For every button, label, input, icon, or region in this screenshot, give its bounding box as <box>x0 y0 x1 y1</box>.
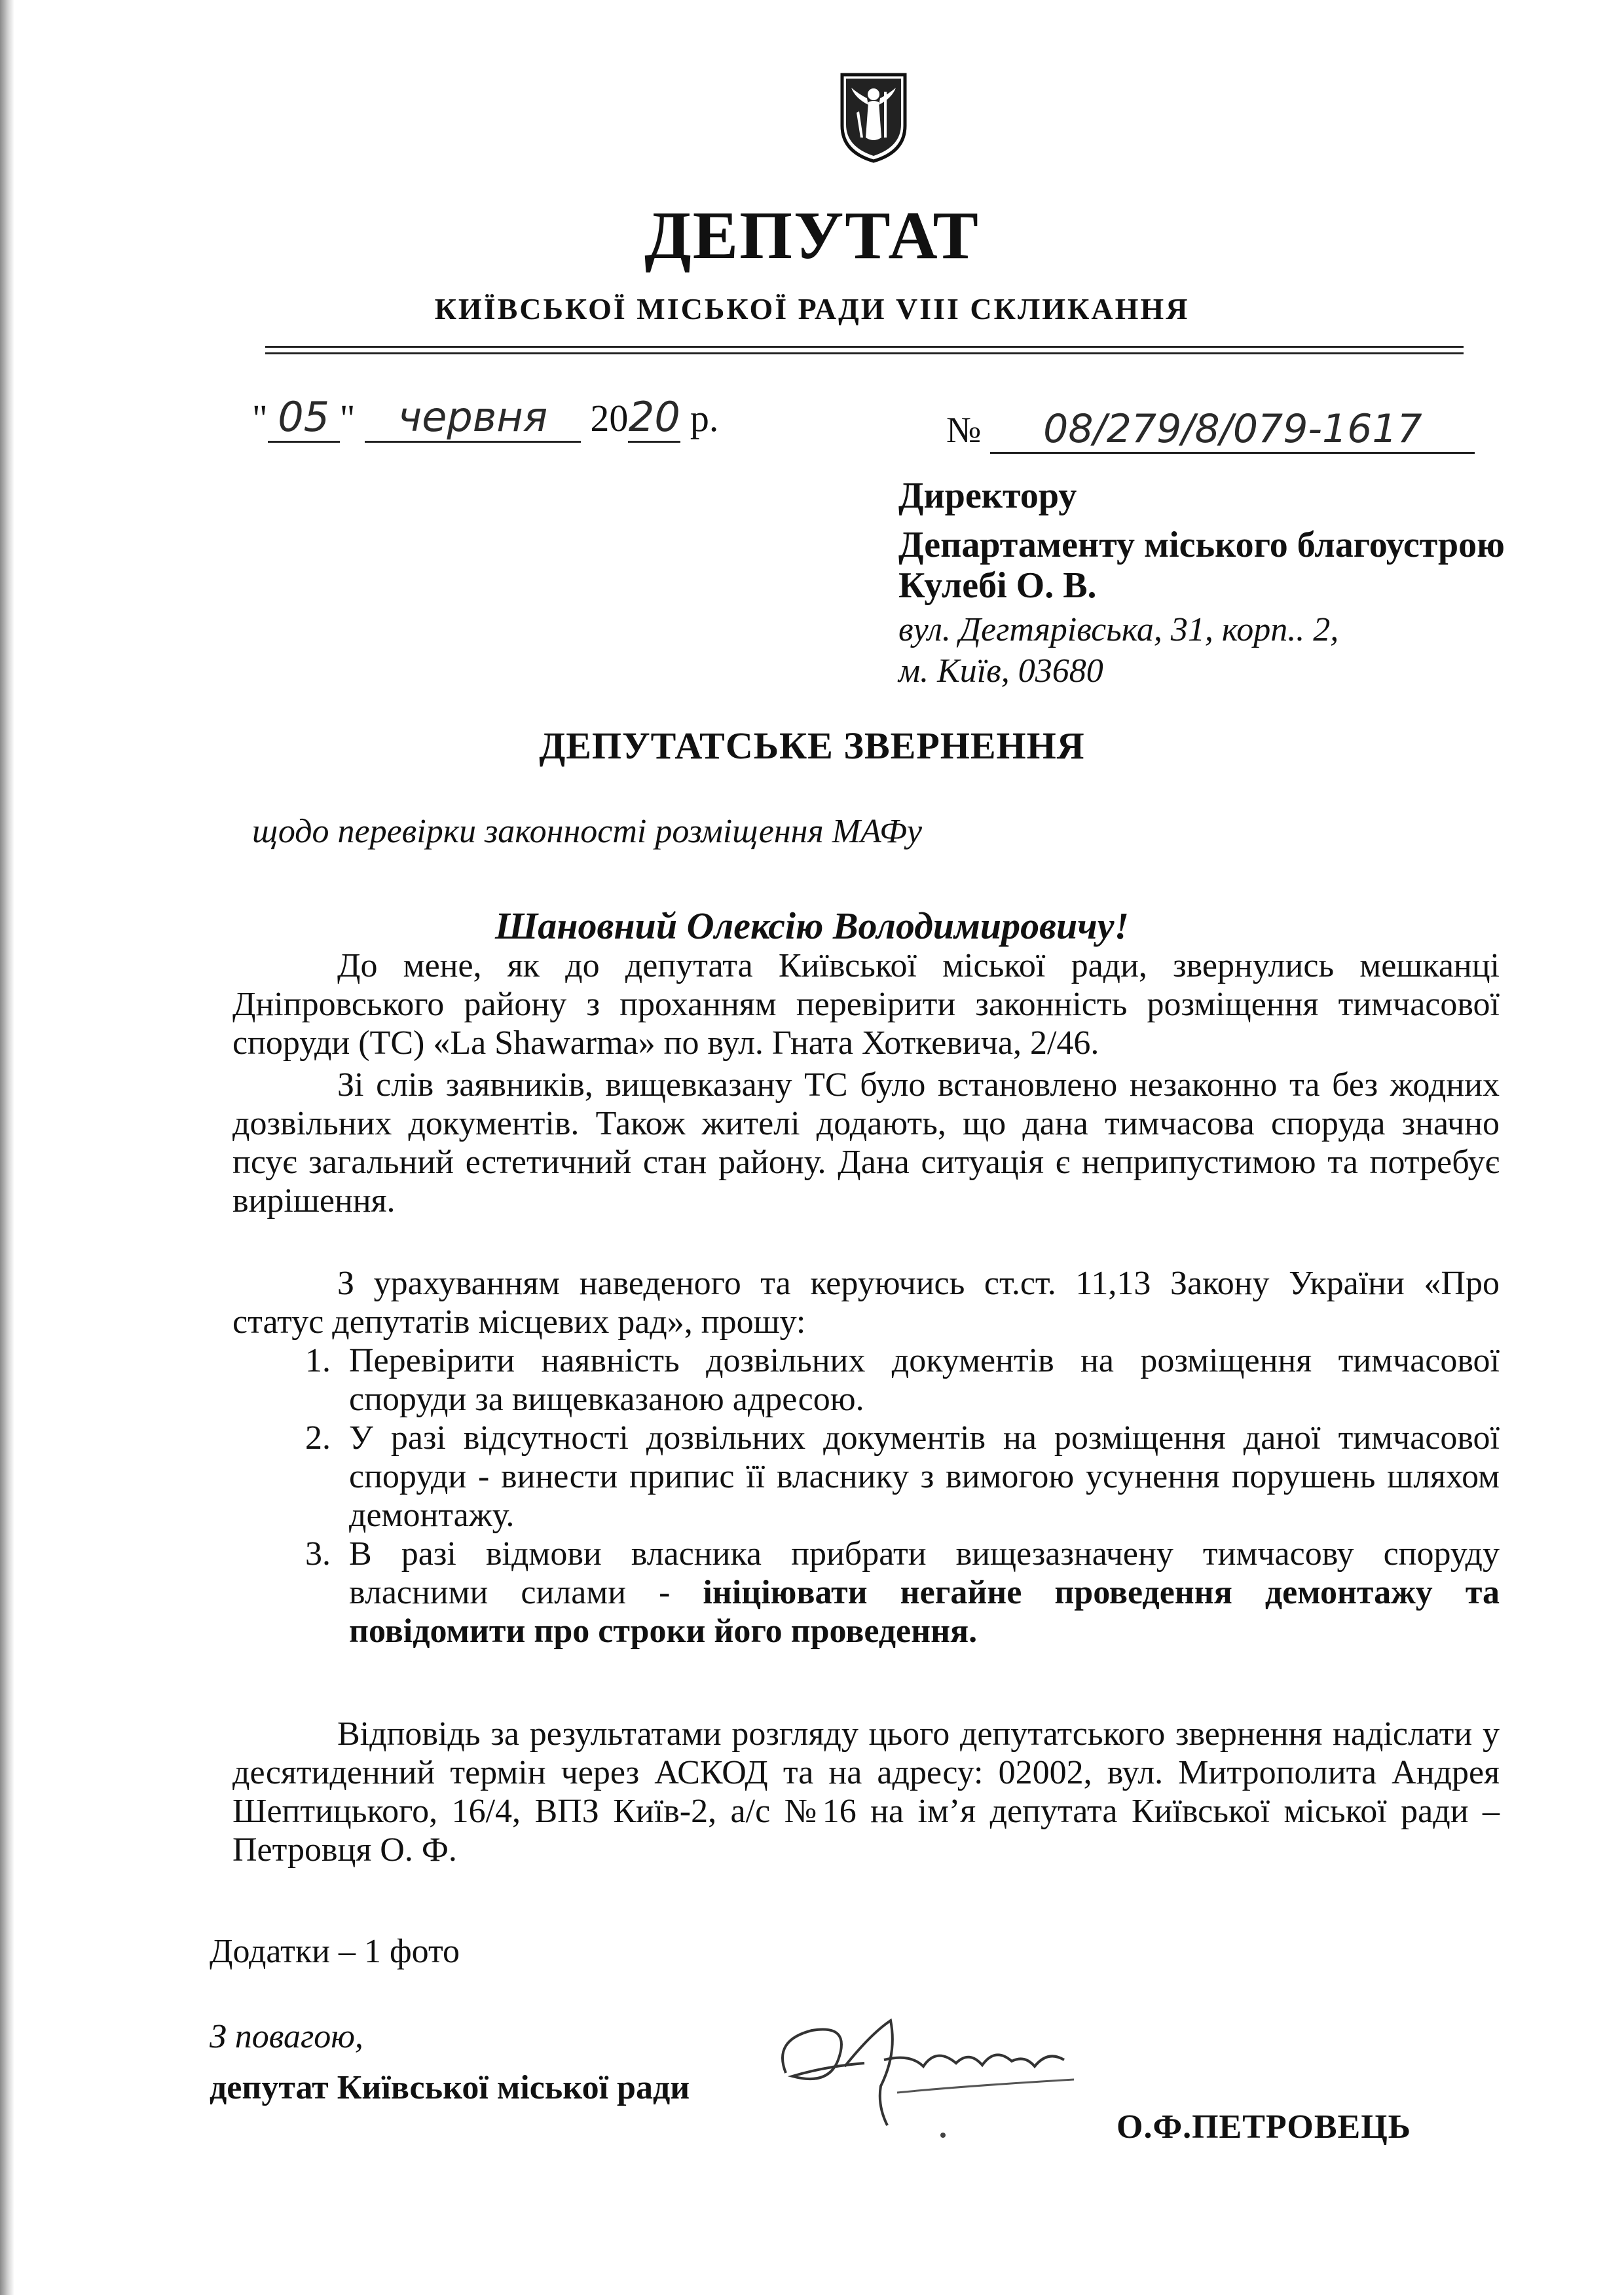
paragraph-4 <box>232 1715 1500 1869</box>
header-title: ДЕПУТАТ <box>644 198 980 273</box>
date-suffix: р. <box>690 397 719 439</box>
letter-date <box>252 393 718 443</box>
request-list <box>232 1341 1500 1651</box>
paragraph-1-text: До мене, як до депутата Київської міської ради, звернулись мешканці Дніпровського району з проханням перевірити законність розміщення тимчасової споруди (ТС) «La Shawarma» по вул. Гната Хоткевича, 2/46. <box>232 947 1500 1062</box>
paragraph-3-text: З урахуванням наведеного та керуючись ст.ст. 11,13 Закону України «Про статус депутатів місцевих рад», прошу: <box>232 1265 1500 1341</box>
list-item <box>232 1535 1500 1651</box>
header-rule-bottom <box>265 352 1464 354</box>
addressee-position: Директору <box>898 476 1077 516</box>
date-year-suffix: 20 <box>628 393 680 443</box>
addressee-name: Кулебі О. В. <box>898 565 1097 606</box>
paragraph-4-text: Відповідь за результатами розгляду цього депутатського звернення надіслати у десятиденний термін через АСКОД та на адресу: 02002, вул. Митрополита Андрея Шептицького, 16/4, ВПЗ Київ-2, а/с №16 на ім’я депутата Київської міської ради – Петровця О. Ф. <box>232 1715 1500 1869</box>
signer-role: депутат Київської міської ради <box>210 2069 690 2106</box>
paragraph-1 <box>232 946 1500 1062</box>
header-subtitle: КИЇВСЬКОЇ МІСЬКОЇ РАДИ VIII СКЛИКАННЯ <box>434 292 1190 326</box>
reg-label: № <box>946 410 982 451</box>
letter-subject: щодо перевірки законності розміщення МАФу <box>252 813 922 850</box>
paragraph-3 <box>232 1264 1500 1341</box>
addressee-department: Департаменту міського благоустрою <box>898 525 1505 565</box>
date-close-quote: " <box>339 397 356 439</box>
date-day: 05 <box>268 393 340 443</box>
header-rule-top <box>265 346 1464 348</box>
letter-greeting: Шановний Олексію Володимировичу! <box>494 905 1130 947</box>
list-item-number: 3. <box>305 1535 331 1573</box>
kyiv-coat-of-arms-icon <box>840 72 908 164</box>
scan-edge-shadow <box>0 0 14 2295</box>
list-item-number: 1. <box>305 1342 331 1379</box>
handwritten-signature <box>766 1994 1107 2145</box>
paragraph-2 <box>232 1066 1500 1220</box>
closing-regards: З повагою, <box>210 2018 363 2055</box>
date-year-prefix: 20 <box>590 397 629 439</box>
paragraph-2-text: Зі слів заявників, вищевказану ТС було встановлено незаконно та без жодних дозвільних документів. Також жителі додають, що дана тимчасова споруда значно псує загальний естетичний стан району. Дана ситуація є неприпустимою та потребує вирішення. <box>232 1066 1500 1220</box>
reg-number: 08/279/8/079-1617 <box>990 406 1475 454</box>
list-item <box>232 1419 1500 1535</box>
list-item-text-wrapper <box>349 1535 1500 1651</box>
addressee-city: м. Київ, 03680 <box>898 652 1103 690</box>
list-item-text: У разі відсутності дозвільних документів на розміщення даної тимчасової споруди - винести припис її власнику з вимогою усунення порушень шляхом демонтажу. <box>349 1419 1500 1534</box>
addressee-street: вул. Дегтярівська, 31, корп.. 2, <box>898 611 1339 648</box>
date-month: червня <box>365 393 581 443</box>
letter-heading: ДЕПУТАТСЬКЕ ЗВЕРНЕННЯ <box>539 724 1085 767</box>
list-item-number: 2. <box>305 1419 331 1457</box>
signer-name: О.Ф.ПЕТРОВЕЦЬ <box>1116 2108 1412 2146</box>
list-item-text: В разі відмови власника прибрати вищезазначену тимчасову споруду власними силами - <box>349 1535 1500 1611</box>
list-item <box>232 1341 1500 1419</box>
list-item-text: Перевірити наявність дозвільних документів на розміщення тимчасової споруди за вищевказаною адресою. <box>349 1342 1500 1418</box>
list-item-bold-text: ініціювати негайне проведення демонтажу та повідомити про строки його проведення. <box>349 1574 1500 1650</box>
registration-number <box>946 406 1475 454</box>
attachments-note: Додатки – 1 фото <box>210 1933 460 1970</box>
date-open-quote: " <box>252 397 268 439</box>
